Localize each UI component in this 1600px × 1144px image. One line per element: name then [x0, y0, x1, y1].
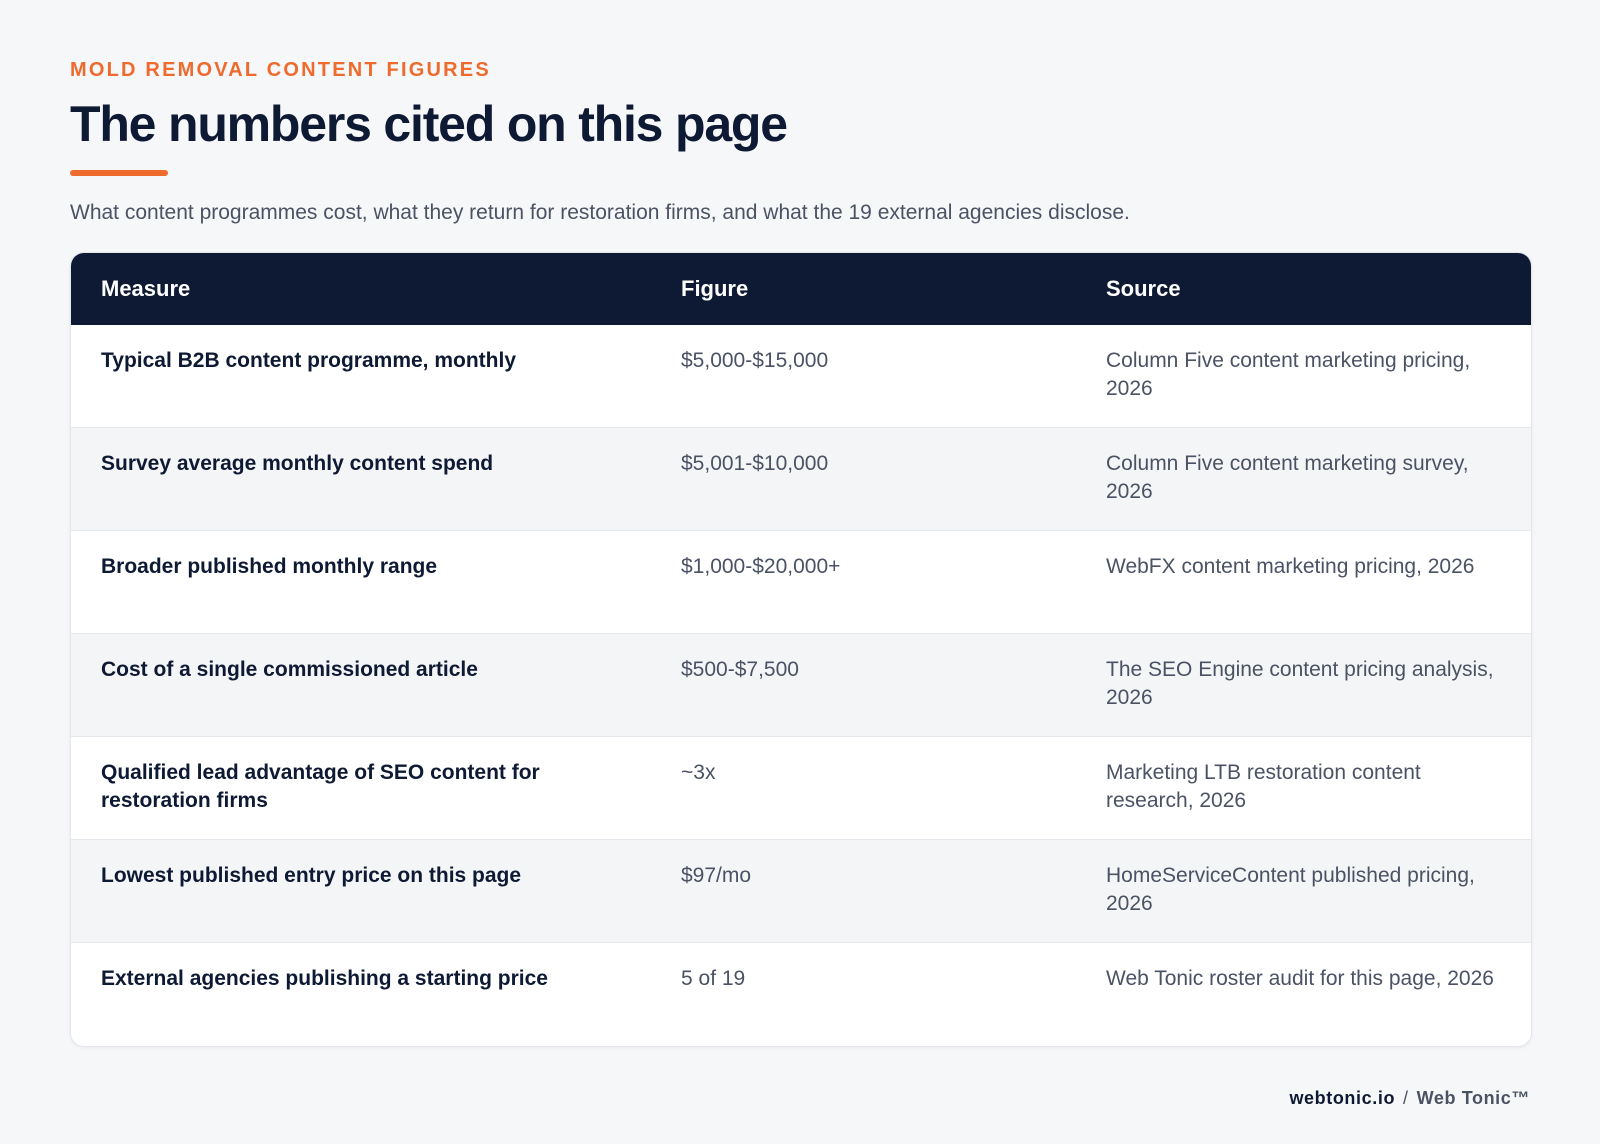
table-row — [71, 325, 1531, 428]
source-cell: Column Five content marketing pricing, 2026 — [1106, 349, 1471, 400]
measure-cell: Qualified lead advantage of SEO content for restoration firms — [101, 761, 540, 812]
table-row — [71, 737, 1531, 840]
footer-brand: Web Tonic™ — [1416, 1088, 1530, 1108]
page-title: The numbers cited on this page — [70, 96, 787, 152]
footer-separator: / — [1403, 1088, 1409, 1108]
figure-cell: $1,000-$20,000+ — [681, 555, 841, 578]
table-row — [71, 840, 1531, 943]
table-row — [71, 943, 1531, 1046]
source-cell: Web Tonic roster audit for this page, 2026 — [1106, 967, 1494, 990]
source-cell: HomeServiceContent published pricing, 2026 — [1106, 864, 1475, 915]
title-accent-bar — [70, 170, 168, 176]
figure-cell: 5 of 19 — [681, 967, 746, 990]
measure-cell: Survey average monthly content spend — [101, 452, 494, 475]
figure-cell: ~3x — [681, 761, 716, 784]
measure-cell: Cost of a single commissioned article — [101, 658, 478, 681]
figure-cell: $5,000-$15,000 — [681, 349, 829, 372]
figure-cell: $500-$7,500 — [681, 658, 799, 681]
table-row — [71, 428, 1531, 531]
source-cell: WebFX content marketing pricing, 2026 — [1106, 555, 1475, 578]
column-header-source: Source — [1106, 276, 1181, 301]
column-header-figure: Figure — [681, 276, 749, 301]
table-row — [71, 531, 1531, 634]
measure-cell: Lowest published entry price on this page — [101, 864, 522, 887]
source-cell: Column Five content marketing survey, 2026 — [1106, 452, 1469, 503]
page-content — [70, 56, 1530, 1047]
eyebrow-label: MOLD REMOVAL CONTENT FIGURES — [70, 59, 491, 81]
figure-cell: $97/mo — [681, 864, 752, 887]
table-row — [71, 634, 1531, 737]
measure-cell: Typical B2B content programme, monthly — [101, 349, 517, 372]
figure-cell: $5,001-$10,000 — [681, 452, 829, 475]
footer-credit — [1289, 1086, 1530, 1110]
column-header-measure: Measure — [101, 276, 191, 301]
source-cell: Marketing LTB restoration content research, 2026 — [1106, 761, 1421, 812]
measure-cell: External agencies publishing a starting price — [101, 967, 548, 990]
figures-table — [70, 252, 1532, 1047]
source-cell: The SEO Engine content pricing analysis, 2026 — [1106, 658, 1494, 709]
measure-cell: Broader published monthly range — [101, 555, 438, 578]
footer-domain: webtonic.io — [1289, 1088, 1396, 1108]
table-header-row — [71, 253, 1531, 325]
page-subtitle: What content programmes cost, what they return for restoration firms, and what the 19 external agencies disclose. — [70, 201, 1130, 224]
